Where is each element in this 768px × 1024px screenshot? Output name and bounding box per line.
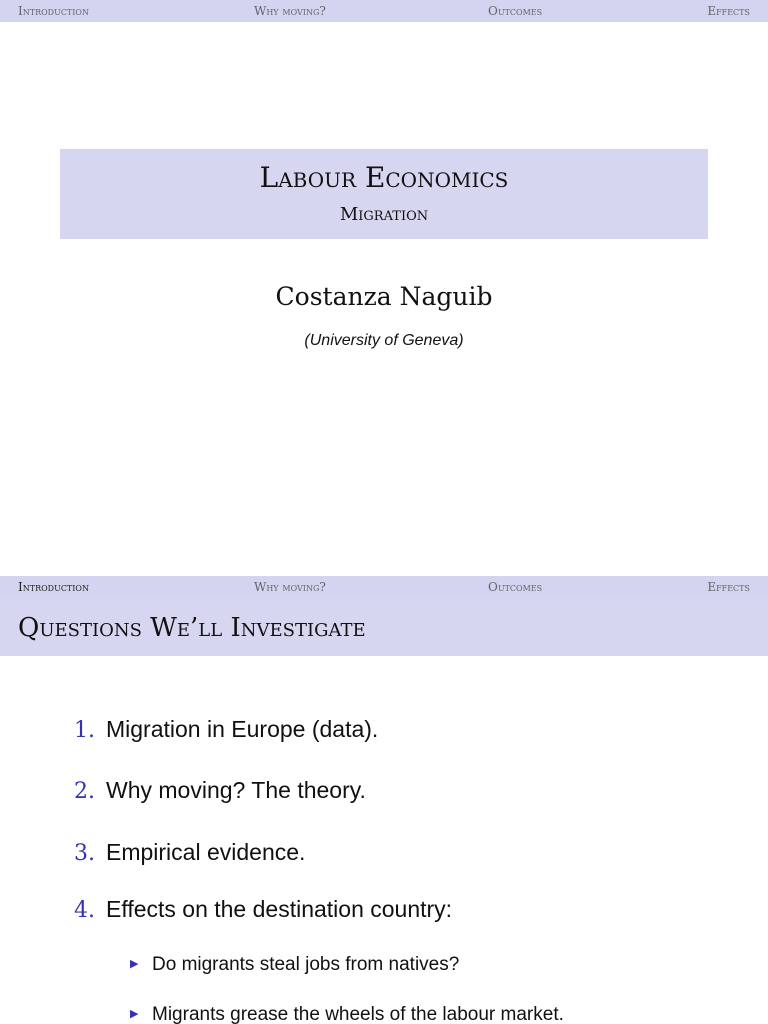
list-item-number: 2. <box>74 779 95 804</box>
navigation-bar <box>0 0 768 22</box>
nav-item-introduction[interactable]: Introduction <box>18 580 89 594</box>
nav-item-why-moving[interactable]: Why moving? <box>254 580 326 594</box>
list-item-number: 4. <box>74 898 95 923</box>
author-name: Costanza Naguib <box>275 282 493 311</box>
sub-list-item-text: Do migrants steal jobs from natives? <box>152 954 460 975</box>
list-item-text: Why moving? The theory. <box>106 777 366 803</box>
list-item-text: Effects on the destination country: <box>106 896 453 922</box>
triangle-right-icon: ▶ <box>130 1008 139 1020</box>
list-item <box>74 896 452 923</box>
sub-list-item <box>130 954 459 976</box>
list-item <box>74 839 305 866</box>
nav-item-outcomes[interactable]: Outcomes <box>488 4 543 18</box>
frame-title: Questions We’ll Investigate <box>18 613 366 643</box>
nav-item-effects[interactable]: Effects <box>707 580 750 594</box>
frame-title-bar <box>0 598 768 656</box>
nav-item-why-moving[interactable]: Why moving? <box>254 4 326 18</box>
list-item-number: 3. <box>74 841 95 866</box>
sub-list-item <box>130 1004 564 1024</box>
title-box <box>60 149 708 239</box>
content-slide <box>0 576 768 1024</box>
presentation-subtitle: Migration <box>339 204 429 225</box>
list-item-text: Migration in Europe (data). <box>106 716 379 742</box>
navigation-bar <box>0 576 768 598</box>
list-item <box>74 716 378 743</box>
list-item <box>74 777 366 804</box>
triangle-right-icon: ▶ <box>130 958 139 970</box>
nav-item-effects[interactable]: Effects <box>707 4 750 18</box>
nav-item-outcomes[interactable]: Outcomes <box>488 580 543 594</box>
presentation-title: Labour Economics <box>259 161 509 194</box>
sub-list-item-text: Migrants grease the wheels of the labour market. <box>152 1004 564 1024</box>
list-item-text: Empirical evidence. <box>106 839 306 865</box>
list-item-number: 1. <box>74 718 95 743</box>
nav-item-introduction[interactable]: Introduction <box>18 4 89 18</box>
institute-name: (University of Geneva) <box>304 332 464 349</box>
